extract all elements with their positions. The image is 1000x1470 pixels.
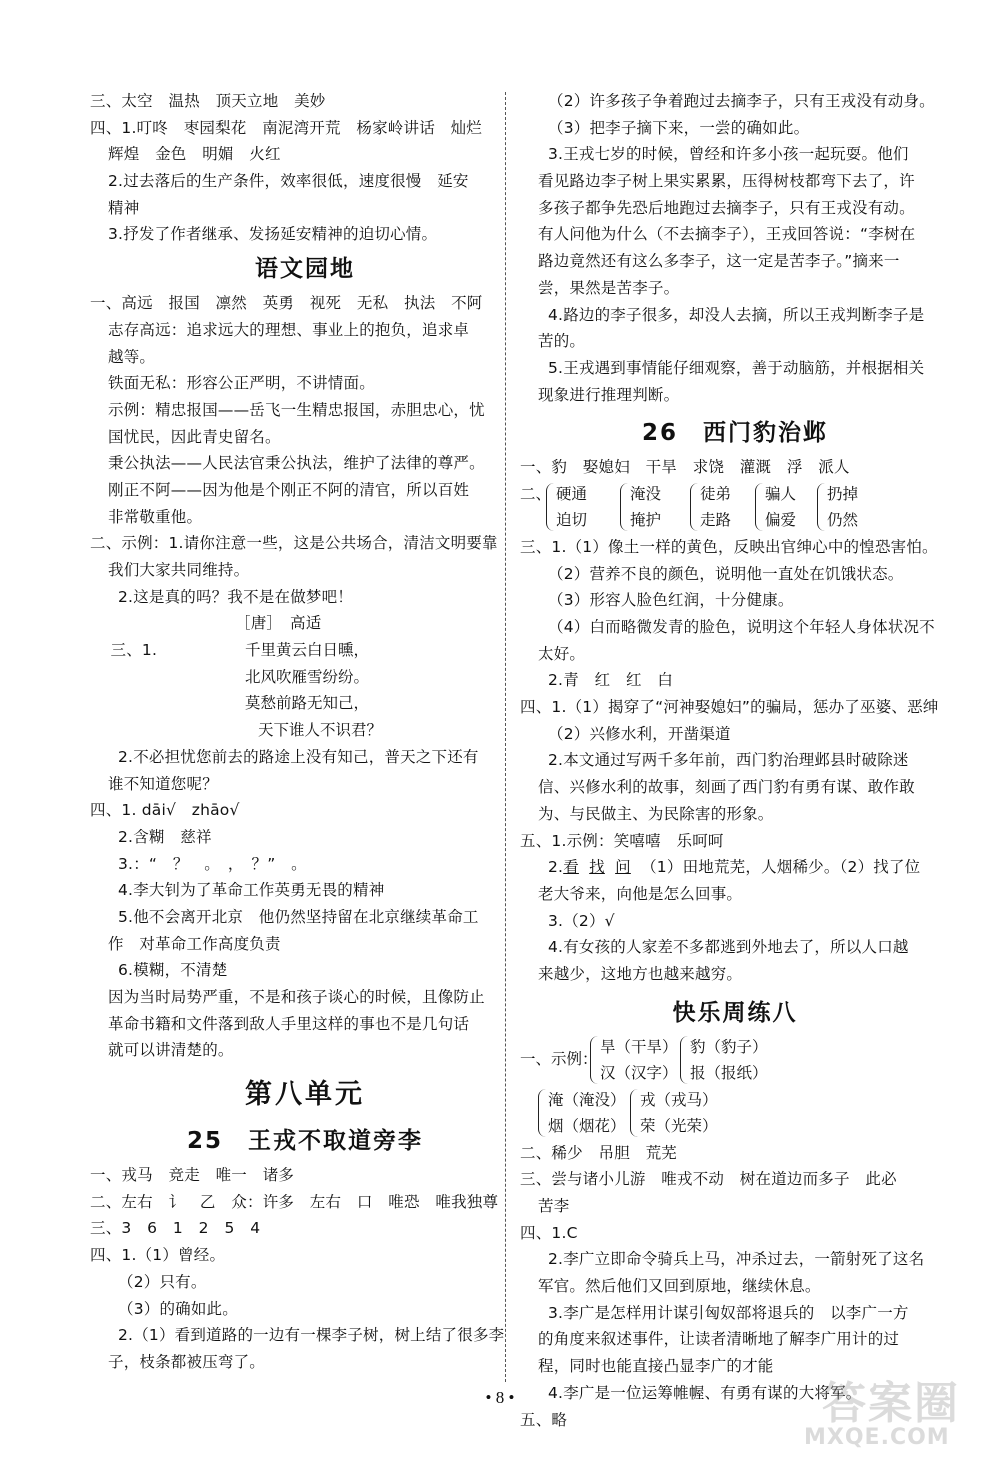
- answer-line: 3.（2）√: [548, 911, 615, 930]
- answer-line: 二、示例：1.请你注意一些，这是公共场合，清洁文明要靠: [90, 534, 498, 553]
- word: 迫切: [556, 510, 588, 529]
- answer-line: 苦李: [538, 1197, 570, 1215]
- underlined-word: 看: [563, 858, 579, 877]
- answer-line: 三、1.（1）像土一样的黄色，反映出官绅心中的惶恐害怕。: [520, 537, 938, 556]
- answer-line: （4）白而略微发青的脸色，说明这个年轻人身体状况不: [548, 618, 935, 636]
- answer-line: 2.不必担忧您前去的路途上没有知己，普天之下还有: [118, 747, 479, 766]
- answer-line: 2.李广立即命令骑兵上马，冲杀过去，一箭射死了这名: [548, 1250, 925, 1269]
- answer-line: 子，枝条都被压弯了。: [108, 1352, 266, 1371]
- answer-line: [520, 854, 950, 881]
- underlined-word: 问: [615, 858, 631, 877]
- answer-line: 四、1.（1）揭穿了“河神娶媳妇”的骗局，惩办了巫婆、恶绅: [520, 698, 939, 717]
- answer-line: 越等。: [108, 347, 156, 366]
- answer-line: 非常敬重他。: [108, 507, 203, 526]
- answer-line: 三、太空 温热 顶天立地 美妙: [90, 92, 326, 110]
- answer-line: 2.含糊 慈祥: [118, 827, 212, 846]
- answer-line: （3）的确如此。: [118, 1299, 238, 1318]
- answer-line: 3.：“ ？ 。 ， ？” 。: [118, 854, 307, 873]
- answer-line: 的角度来叙述事件，让读者清晰地了解李广用计的过: [538, 1330, 900, 1349]
- answer-line: 信、兴修水利的故事，刻画了西门豹有勇有谋、敢作敢: [538, 778, 915, 797]
- answer-line: 尝，果然是苦李子。: [538, 278, 680, 297]
- right-column: [520, 88, 950, 1433]
- lesson-heading: 26 西门豹治邺: [641, 420, 828, 447]
- poem-line: 千里黄云白日曛，: [245, 641, 370, 660]
- answer-line: 国忧民，因此青史留名。: [108, 427, 281, 446]
- answer-line: 示例：精忠报国——岳飞一生精忠报国，赤胆忠心，忧: [108, 400, 485, 419]
- answer-label: 一、示例：: [520, 1049, 598, 1068]
- answer-line: 三、尝与诸小儿游 唯戎不动 树在道边而多子 此必: [520, 1170, 897, 1189]
- answer-line: 苦的。: [538, 332, 586, 351]
- answer-line: 刚正不阿——因为他是个刚正不阿的清官，所以百姓: [108, 480, 470, 499]
- answer-line: 为、与民做主、为民除害的形象。: [538, 804, 774, 823]
- answer-line: 2.本文通过写两千多年前，西门豹治理邺县时破除迷: [548, 751, 909, 770]
- answer-line: 辉煌 金色 明媚 火红: [108, 145, 281, 164]
- answer-line: 看见路边李子树上果实累累，压得树枝都弯下去了，许: [538, 172, 915, 191]
- brace: [538, 1089, 546, 1137]
- answer-line: 3.王戎七岁的时候，曾经和许多小孩一起玩耍。他们: [548, 145, 909, 164]
- answer-number: 2.: [548, 858, 564, 877]
- answer-line: 四、1. dāi√ zhāo√: [90, 801, 240, 820]
- answer-line: 3.李广是怎样用计谋引匈奴部将退兵的 以李广一方: [548, 1303, 909, 1322]
- answer-line: （2）兴修水利，开凿渠道: [548, 724, 731, 743]
- watermark-text: 答案圈: [822, 1378, 960, 1429]
- answer-line: 老大爷来，向他是怎么回事。: [538, 884, 743, 903]
- brace: [620, 483, 628, 531]
- word: 荣（光荣）: [640, 1116, 718, 1135]
- left-column: [90, 88, 520, 1376]
- poem-line: 天下谁人不识君？: [258, 721, 383, 740]
- answer-text: （1）田地荒芜，人烟稀少。（2）找了位: [641, 858, 921, 877]
- answer-line: 一、戎马 竞走 唯一 诸多: [90, 1166, 295, 1185]
- answer-line: 5.王戎遇到事情能仔细观察，善于动脑筋，并根据相关: [548, 358, 925, 377]
- underlined-word: 找: [589, 858, 605, 877]
- section-heading: 快乐周练八: [672, 999, 798, 1026]
- answer-line: 四、1.叮咚 枣园梨花 南泥湾开荒 杨家岭讲话 灿烂: [90, 118, 482, 137]
- answer-label: 二、: [520, 484, 552, 503]
- word: 淹（淹没）: [548, 1090, 626, 1109]
- word: 偏爱: [765, 510, 797, 529]
- answer-line: 现象进行推理判断。: [538, 385, 680, 404]
- word: 走路: [700, 510, 732, 529]
- answer-line: 秉公执法——人民法官秉公执法，维护了法律的尊严。: [108, 454, 485, 473]
- word: 骗人: [765, 484, 797, 503]
- brace: [817, 483, 825, 531]
- lesson-heading: 25 王戎不取道旁李: [186, 1128, 423, 1155]
- answer-line: （2）只有。: [118, 1272, 207, 1291]
- answer-line: 军官。然后他们又回到原地，继续休息。: [538, 1277, 821, 1296]
- word: 报（报纸）: [690, 1063, 768, 1082]
- answer-line: 精神: [108, 198, 140, 217]
- answer-line: （3）把李子摘下来，一尝的确如此。: [548, 118, 810, 137]
- watermark-url: MXQE.COM: [804, 1425, 950, 1450]
- brace: [546, 483, 554, 531]
- word: 淹没: [630, 484, 662, 503]
- answer-line: 多孩子都争先恐后地跑过去摘李子，只有王戎没有动。: [538, 198, 915, 217]
- answer-line: 程，同时也能直接凸显李广的才能: [538, 1357, 774, 1376]
- answer-line: （2）许多孩子争着跑过去摘李子，只有王戎没有动身。: [548, 92, 935, 110]
- page-number: • 8 •: [485, 1388, 515, 1407]
- answer-line: 二、稀少 吊胆 荒芜: [520, 1143, 678, 1162]
- brace-group-row: [520, 481, 950, 534]
- answer-line: 2.这是真的吗？我不是在做梦吧！: [118, 587, 353, 606]
- answer-line: 三、3 6 1 2 5 4: [90, 1219, 261, 1238]
- answer-line: 四、1.C: [520, 1223, 578, 1242]
- word: 烟（烟花）: [548, 1116, 626, 1135]
- word: 徒弟: [700, 484, 732, 503]
- answer-line: 就可以讲清楚的。: [108, 1041, 234, 1060]
- answer-line: 来越少，这地方也越来越穷。: [538, 964, 743, 983]
- answer-line: 3.抒发了作者继承、发扬延安精神的迫切心情。: [108, 225, 438, 244]
- brace: [630, 1089, 638, 1137]
- poem-line: 莫愁前路无知己，: [245, 694, 370, 713]
- answer-line: 4.路边的李子很多，却没人去摘，所以王戎判断李子是: [548, 305, 925, 324]
- answer-line: 4.李广是一位运筹帷幄、有勇有谋的大将军。: [548, 1383, 862, 1402]
- brace: [690, 483, 698, 531]
- poem-line: 北风吹雁雪纷纷。: [245, 667, 370, 686]
- word: 仍然: [827, 510, 859, 529]
- answer-label: 三、1.: [110, 641, 158, 660]
- answer-line: 我们大家共同维持。: [108, 561, 250, 579]
- brace-group-row: [520, 1034, 950, 1087]
- answer-line: 作 对革命工作高度负责: [108, 934, 281, 953]
- answer-line: 4.有女孩的人家差不多都逃到外地去了，所以人口越: [548, 938, 909, 957]
- unit-heading: 第八单元: [245, 1079, 365, 1111]
- answer-line: 一、高远 报国 凛然 英勇 视死 无私 执法 不阿: [90, 294, 483, 313]
- brace-group-row: [520, 1087, 950, 1140]
- word: 豹（豹子）: [690, 1037, 768, 1056]
- answer-line: 2.（1）看到道路的一边有一棵李子树，树上结了很多李: [118, 1326, 505, 1345]
- answer-line: （2）营养不良的颜色，说明他一直处在饥饿状态。: [548, 564, 904, 583]
- word: 硬通: [556, 484, 588, 503]
- answer-line: 革命书籍和文件落到敌人手里这样的事也不是几句话: [108, 1014, 470, 1033]
- word: 旱（干旱）: [600, 1037, 678, 1056]
- answer-line: 一、豹 娶媳妇 干旱 求饶 灌溉 浮 派人: [520, 458, 850, 477]
- answer-line: （3）形容人脸色红润，十分健康。: [548, 591, 794, 610]
- answer-line: 6.模糊，不清楚: [118, 961, 228, 980]
- answer-line: 谁不知道您呢？: [108, 774, 218, 793]
- answer-line: 2.过去落后的生产条件，效率很低，速度很慢 延安: [108, 172, 469, 191]
- answer-line: 2.青 红 红 白: [548, 671, 674, 690]
- answer-line: 五、略: [520, 1410, 568, 1429]
- answer-line: 二、左右 讠 乙 众：许多 左右 口 唯恐 唯我独尊: [90, 1192, 499, 1211]
- brace: [680, 1036, 688, 1084]
- answer-line: 四、1.（1）曾经。: [90, 1246, 226, 1265]
- answer-line: 有人问他为什么（不去摘李子），王戎回答说：“李树在: [538, 225, 916, 244]
- answer-line: 5.他不会离开北京 他仍然坚持留在北京继续革命工: [118, 907, 479, 926]
- answer-line: 志存高远：追求远大的理想、事业上的抱负，追求卓: [108, 320, 470, 339]
- poem-author: ［唐］ 高适: [235, 614, 322, 633]
- answer-line: 五、1.示例：笑嘻嘻 乐呵呵: [520, 831, 724, 850]
- answer-line: 路边竟然还有这么多李子，这一定是苦李子。”摘来一: [538, 252, 900, 271]
- brace: [590, 1036, 598, 1084]
- word: 掩护: [630, 510, 662, 529]
- answer-line: 太好。: [538, 644, 586, 663]
- answer-line: 铁面无私：形容公正严明，不讲情面。: [108, 374, 375, 393]
- word: 汉（汉字）: [600, 1063, 678, 1082]
- word: 扔掉: [827, 484, 859, 503]
- brace: [755, 483, 763, 531]
- section-heading: 语文园地: [255, 256, 355, 283]
- answer-line: 因为当时局势严重，不是和孩子谈心的时候，且像防止: [108, 988, 485, 1006]
- answer-line: 4.李大钊为了革命工作英勇无畏的精神: [118, 881, 385, 900]
- word: 戎（戎马）: [640, 1090, 718, 1109]
- watermark-logo: [792, 1367, 982, 1462]
